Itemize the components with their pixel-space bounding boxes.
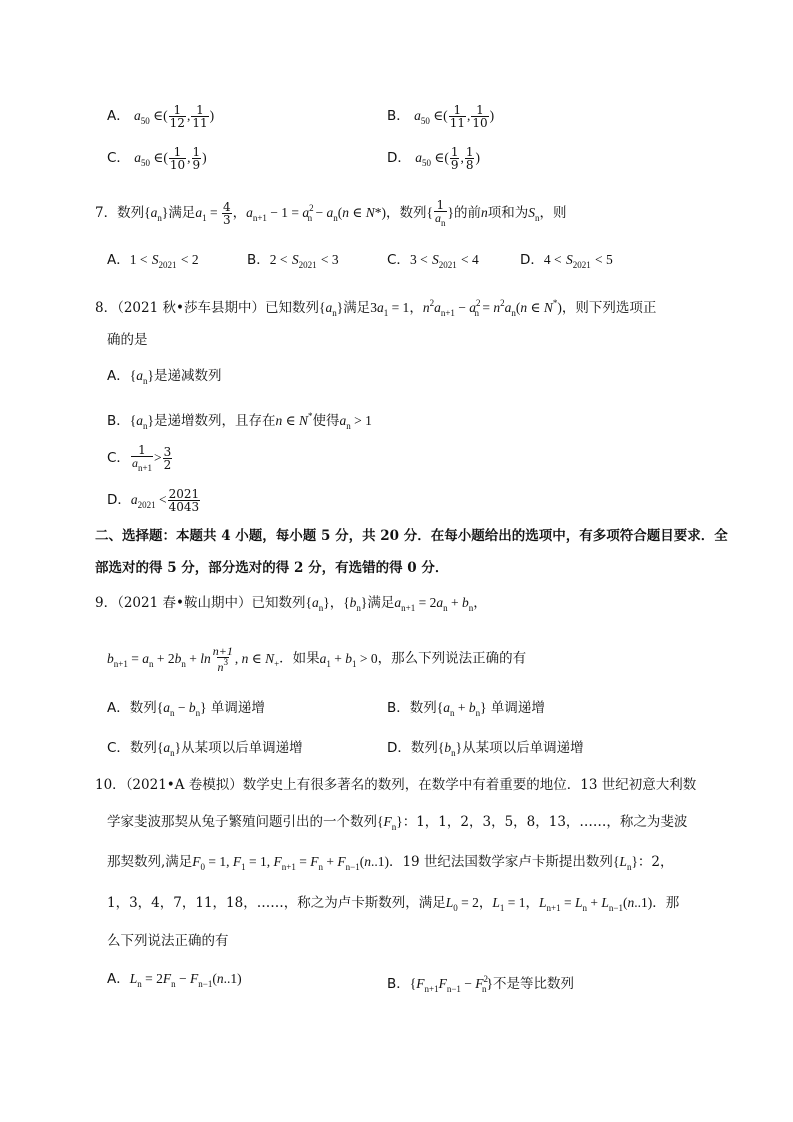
- q10-stem-line4: 1，3，4，7，11，18，……，称之为卢卡斯数列，满足$L_0 = 2$，$L_1 = 1$，$L_{n+1} = L_n + L_{n-1}(n..1)$．那: [107, 895, 680, 913]
- q6-option-d: D． $a_{50}$ ∈( $\frac{1}{9}$ , $\frac{1}{8}$ ): [387, 145, 480, 172]
- question-number: 7．: [95, 205, 118, 221]
- q6-option-a: A． $a_{50}$ ∈( $\frac{1}{12}$ , $\frac{1}{11}$ ): [107, 103, 215, 130]
- q9-stem-line2: $b_{n+1} = a_n + 2b_n + \ln$ $\frac{n+1}{n^3}$ , n ∈ $N_+$．如果$a_1 + b_1 > 0$，那么下列说法正确的有: [107, 644, 527, 674]
- q8-option-c: C． $\frac{1}{a_{n+1}}$ > $\frac{3}{2}$: [107, 443, 172, 473]
- q10-stem-line3: 那契数列,满足$F_0 = 1$, $F_1 = 1$, $F_{n+1} = F_n + F_{n-1}(n..1)$．19 世纪法国数学家卢卡斯提出数列$\{L_n\}$：2，: [107, 854, 674, 872]
- option-letter: A．: [107, 108, 130, 124]
- question-number: 10．: [95, 777, 126, 793]
- q8-option-d: D．$a_{2021}$ < $\frac{2021}{4043}$: [107, 487, 200, 514]
- q8-stem: 8．（2021 秋•莎车县期中）已知数列$\{a_n\}$满足$3a_1 = 1$，$n^2a_{n+1} - a^2_n = n^2a_n(n$ ∈ N*)，则下列选项正: [95, 298, 657, 318]
- q7-stem: 7．数列$\{a_n\}$满足$a_1$ = $\frac{4}{3}$ ，$a_{n+1} - 1 = a^2_n - a_n(n$ ∈ N*)，数列{ $\frac{1}{a_n}$ }的前n项和为$S_n$，则: [95, 198, 567, 228]
- q9-stem: 9．（2021 春•鞍山期中）已知数列$\{a_n\}$，$\{b_n\}$满足$a_{n+1} = 2a_n + b_n$，: [95, 595, 487, 613]
- q7-option-b: B．$2 < S_{2021} < 3$: [247, 252, 339, 270]
- question-number: 8．: [95, 300, 118, 316]
- q10-stem-line2: 学家斐波那契从兔子繁殖问题引出的一个数列$\{F_n\}$：1，1，2，3，5，8，13，……，称之为斐波: [107, 814, 688, 832]
- section-heading: 二、选择题：本题共 4 小题，每小题 5 分，共 20 分．在每小题给出的选项中，有多项符合题目要求．全: [95, 528, 728, 544]
- q8-stem-line2: 确的是: [107, 332, 148, 348]
- q9-option-b: B．数列$\{a_n + b_n\}$ 单调递增: [387, 700, 545, 718]
- q9-option-a: A．数列$\{a_n - b_n\}$ 单调递增: [107, 700, 265, 718]
- q8-option-b: B．$\{a_n\}$是递增数列，且存在n ∈ N*使得$a_n > 1$: [107, 411, 372, 431]
- q7-option-a: A．$1 < S_{2021} < 2$: [107, 252, 199, 270]
- q6-option-b: B． $a_{50}$ ∈( $\frac{1}{11}$ , $\frac{1}{10}$ ): [387, 103, 495, 130]
- q7-option-c: C．$3 < S_{2021} < 4$: [387, 252, 479, 270]
- q9-option-c: C．数列$\{a_n\}$从某项以后单调递增: [107, 740, 303, 758]
- question-number: 9．: [95, 595, 118, 611]
- section-heading-line2: 部选对的得 5 分，部分选对的得 2 分，有选错的得 0 分．: [95, 560, 449, 576]
- option-letter: B．: [387, 108, 410, 124]
- q10-option-b: B．$\{F_{n+1}F_{n-1} - F^2_n\}$不是等比数列: [387, 974, 575, 994]
- q6-option-c: C． $a_{50}$ ∈( $\frac{1}{10}$ , $\frac{1}{9}$ ): [107, 145, 207, 172]
- q8-option-a: A．$\{a_n\}$是递减数列: [107, 368, 222, 386]
- q10-stem: 10．（2021•A 卷模拟）数学史上有很多著名的数列，在数学中有着重要的地位．13 世纪初意大利数: [95, 777, 697, 793]
- q7-option-d: D．$4 < S_{2021} < 5$: [520, 252, 613, 270]
- math-expr: $a_{50}$ ∈(: [134, 108, 168, 126]
- q10-option-a: A．$L_n = 2F_n - F_{n-1}(n..1)$: [107, 971, 242, 989]
- option-letter: D．: [387, 150, 411, 166]
- q9-option-d: D．数列$\{b_n\}$从某项以后单调递增: [387, 740, 584, 758]
- option-letter: C．: [107, 150, 130, 166]
- q10-stem-line5: 么下列说法正确的有: [107, 933, 229, 949]
